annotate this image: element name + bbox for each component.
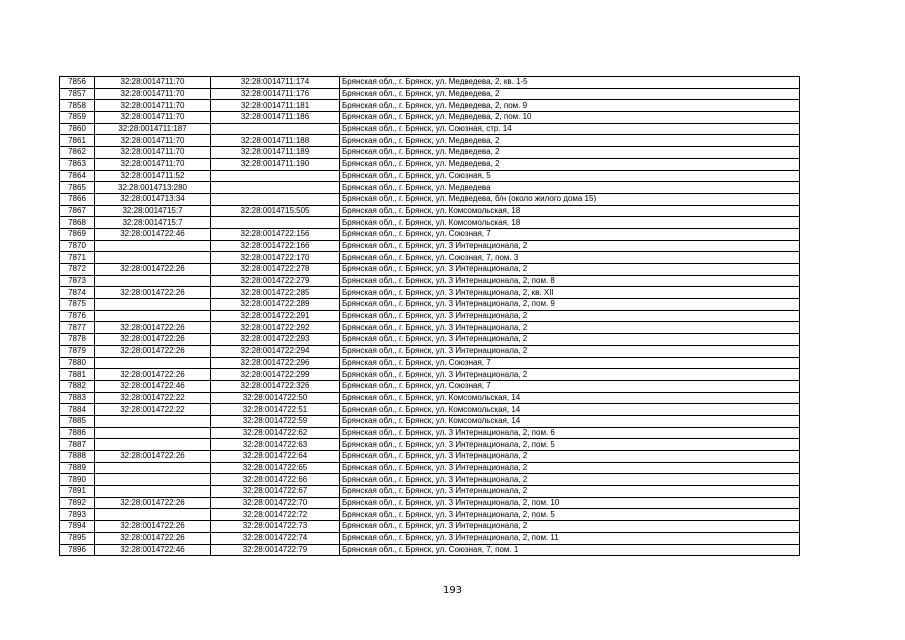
table-row (60, 544, 800, 556)
row-number-cell: 7859 (60, 112, 95, 124)
address-cell: Брянская обл., г. Брянск, ул. Комсомольская, 14 (340, 415, 800, 427)
address-cell: Брянская обл., г. Брянск, ул. 3 Интернационала, 2 (340, 369, 800, 381)
table-row (60, 217, 800, 229)
block-number-cell: 32:28:0014722:46 (95, 228, 211, 240)
table-row (60, 497, 800, 509)
row-number-cell: 7892 (60, 497, 95, 509)
row-number-cell: 7889 (60, 462, 95, 474)
address-cell: Брянская обл., г. Брянск, ул. 3 Интернационала, 2, пом. 5 (340, 439, 800, 451)
cadastral-number-cell: 32:28:0014722:166 (211, 240, 340, 252)
row-number-cell: 7881 (60, 369, 95, 381)
table-row (60, 509, 800, 521)
row-number-cell: 7862 (60, 147, 95, 159)
cadastral-number-cell: 32:28:0014722:278 (211, 264, 340, 276)
block-number-cell: 32:28:0014715:7 (95, 205, 211, 217)
cadastral-number-cell: 32:28:0014722:285 (211, 287, 340, 299)
block-number-cell (95, 486, 211, 498)
cadastral-number-cell (211, 170, 340, 182)
cadastral-number-cell: 32:28:0014722:64 (211, 451, 340, 463)
block-number-cell (95, 299, 211, 311)
table-row (60, 135, 800, 147)
address-cell: Брянская обл., г. Брянск, ул. Союзная, 7 (340, 357, 800, 369)
address-cell: Брянская обл., г. Брянск, ул. 3 Интернационала, 2, пом. 6 (340, 427, 800, 439)
row-number-cell: 7878 (60, 334, 95, 346)
cadastral-number-cell: 32:28:0014711:190 (211, 158, 340, 170)
row-number-cell: 7884 (60, 404, 95, 416)
address-cell: Брянская обл., г. Брянск, ул. 3 Интернационала, 2 (340, 345, 800, 357)
table-row (60, 392, 800, 404)
address-cell: Брянская обл., г. Брянск, ул. Медведева, 2 (340, 158, 800, 170)
cadastral-number-cell: 32:28:0014722:156 (211, 228, 340, 240)
block-number-cell: 32:28:0014722:26 (95, 287, 211, 299)
table-row (60, 462, 800, 474)
cadastral-number-cell: 32:28:0014722:74 (211, 532, 340, 544)
row-number-cell: 7890 (60, 474, 95, 486)
row-number-cell: 7876 (60, 310, 95, 322)
table-row (60, 228, 800, 240)
table-row (60, 112, 800, 124)
row-number-cell: 7871 (60, 252, 95, 264)
address-cell: Брянская обл., г. Брянск, ул. Союзная, 7 (340, 228, 800, 240)
block-number-cell: 32:28:0014722:22 (95, 404, 211, 416)
cadastral-number-cell (211, 123, 340, 135)
table-row (60, 147, 800, 159)
address-cell: Брянская обл., г. Брянск, ул. Комсомольская, 18 (340, 217, 800, 229)
address-cell: Брянская обл., г. Брянск, ул. 3 Интернационала, 2 (340, 451, 800, 463)
address-cell: Брянская обл., г. Брянск, ул. 3 Интернационала, 2, кв. XII (340, 287, 800, 299)
row-number-cell: 7861 (60, 135, 95, 147)
address-cell: Брянская обл., г. Брянск, ул. Медведева, 2 (340, 88, 800, 100)
table-row (60, 100, 800, 112)
cadastral-number-cell: 32:28:0014722:170 (211, 252, 340, 264)
cadastral-number-cell: 32:28:0014722:50 (211, 392, 340, 404)
row-number-cell: 7882 (60, 380, 95, 392)
address-cell: Брянская обл., г. Брянск, ул. Медведева, б/н (около жилого дома 15) (340, 193, 800, 205)
address-cell: Брянская обл., г. Брянск, ул. 3 Интернационала, 2 (340, 240, 800, 252)
cadastral-number-cell: 32:28:0014722:293 (211, 334, 340, 346)
row-number-cell: 7863 (60, 158, 95, 170)
cadastral-number-cell: 32:28:0014722:65 (211, 462, 340, 474)
address-cell: Брянская обл., г. Брянск, ул. 3 Интернационала, 2 (340, 521, 800, 533)
row-number-cell: 7891 (60, 486, 95, 498)
address-cell: Брянская обл., г. Брянск, ул. 3 Интернационала, 2 (340, 474, 800, 486)
block-number-cell: 32:28:0014722:26 (95, 322, 211, 334)
page-number: 193 (442, 585, 463, 596)
row-number-cell: 7857 (60, 88, 95, 100)
row-number-cell: 7869 (60, 228, 95, 240)
block-number-cell: 32:28:0014722:26 (95, 264, 211, 276)
row-number-cell: 7896 (60, 544, 95, 556)
table-row (60, 264, 800, 276)
block-number-cell: 32:28:0014722:26 (95, 451, 211, 463)
table-row (60, 357, 800, 369)
table-row (60, 451, 800, 463)
cadastral-number-cell: 32:28:0014715:505 (211, 205, 340, 217)
table-row (60, 345, 800, 357)
table-row (60, 170, 800, 182)
address-cell: Брянская обл., г. Брянск, ул. Союзная, 5 (340, 170, 800, 182)
table-row (60, 415, 800, 427)
cadastral-number-cell (211, 182, 340, 194)
row-number-cell: 7870 (60, 240, 95, 252)
block-number-cell (95, 240, 211, 252)
cadastral-number-cell: 32:28:0014722:296 (211, 357, 340, 369)
table-row (60, 123, 800, 135)
table-row (60, 287, 800, 299)
row-number-cell: 7887 (60, 439, 95, 451)
table-row (60, 439, 800, 451)
cadastral-number-cell: 32:28:0014711:188 (211, 135, 340, 147)
block-number-cell: 32:28:0014722:26 (95, 532, 211, 544)
address-cell: Брянская обл., г. Брянск, ул. Союзная, 7, пом. 1 (340, 544, 800, 556)
block-number-cell: 32:28:0014711:70 (95, 112, 211, 124)
row-number-cell: 7872 (60, 264, 95, 276)
cadastral-number-cell: 32:28:0014722:299 (211, 369, 340, 381)
block-number-cell (95, 252, 211, 264)
address-cell: Брянская обл., г. Брянск, ул. Медведева, 2 (340, 135, 800, 147)
block-number-cell (95, 415, 211, 427)
table-row (60, 158, 800, 170)
table-row (60, 521, 800, 533)
block-number-cell: 32:28:0014711:52 (95, 170, 211, 182)
row-number-cell: 7893 (60, 509, 95, 521)
cadastral-number-cell: 32:28:0014722:291 (211, 310, 340, 322)
cadastral-number-cell (211, 193, 340, 205)
address-cell: Брянская обл., г. Брянск, ул. 3 Интернационала, 2, пом. 9 (340, 299, 800, 311)
table-row (60, 322, 800, 334)
block-number-cell (95, 357, 211, 369)
address-cell: Брянская обл., г. Брянск, ул. 3 Интернационала, 2 (340, 334, 800, 346)
address-cell: Брянская обл., г. Брянск, ул. Медведева, 2, кв. 1-5 (340, 77, 800, 89)
address-cell: Брянская обл., г. Брянск, ул. Медведева, 2, пом. 9 (340, 100, 800, 112)
address-cell: Брянская обл., г. Брянск, ул. Комсомольская, 14 (340, 392, 800, 404)
property-register-table (59, 76, 800, 556)
table-row (60, 404, 800, 416)
row-number-cell: 7874 (60, 287, 95, 299)
row-number-cell: 7867 (60, 205, 95, 217)
block-number-cell: 32:28:0014722:46 (95, 380, 211, 392)
table-row (60, 205, 800, 217)
address-cell: Брянская обл., г. Брянск, ул. 3 Интернационала, 2, пом. 8 (340, 275, 800, 287)
cadastral-number-cell: 32:28:0014722:326 (211, 380, 340, 392)
block-number-cell: 32:28:0014722:26 (95, 334, 211, 346)
row-number-cell: 7883 (60, 392, 95, 404)
cadastral-number-cell: 32:28:0014711:181 (211, 100, 340, 112)
cadastral-number-cell: 32:28:0014722:73 (211, 521, 340, 533)
table-row (60, 427, 800, 439)
block-number-cell: 32:28:0014722:26 (95, 345, 211, 357)
cadastral-number-cell: 32:28:0014722:79 (211, 544, 340, 556)
cadastral-number-cell: 32:28:0014711:176 (211, 88, 340, 100)
cadastral-number-cell: 32:28:0014722:51 (211, 404, 340, 416)
block-number-cell (95, 310, 211, 322)
row-number-cell: 7885 (60, 415, 95, 427)
row-number-cell: 7858 (60, 100, 95, 112)
block-number-cell: 32:28:0014711:70 (95, 88, 211, 100)
block-number-cell: 32:28:0014711:187 (95, 123, 211, 135)
block-number-cell (95, 439, 211, 451)
cadastral-number-cell: 32:28:0014711:174 (211, 77, 340, 89)
block-number-cell: 32:28:0014713:280 (95, 182, 211, 194)
row-number-cell: 7886 (60, 427, 95, 439)
block-number-cell (95, 427, 211, 439)
table-body (60, 77, 800, 556)
address-cell: Брянская обл., г. Брянск, ул. Медведева (340, 182, 800, 194)
block-number-cell: 32:28:0014711:70 (95, 135, 211, 147)
block-number-cell: 32:28:0014722:26 (95, 369, 211, 381)
row-number-cell: 7865 (60, 182, 95, 194)
row-number-cell: 7864 (60, 170, 95, 182)
cadastral-number-cell: 32:28:0014722:279 (211, 275, 340, 287)
address-cell: Брянская обл., г. Брянск, ул. 3 Интернационала, 2, пом. 11 (340, 532, 800, 544)
cadastral-number-cell: 32:28:0014722:63 (211, 439, 340, 451)
address-cell: Брянская обл., г. Брянск, ул. Союзная, 7 (340, 380, 800, 392)
cadastral-number-cell: 32:28:0014722:292 (211, 322, 340, 334)
cadastral-number-cell: 32:28:0014722:62 (211, 427, 340, 439)
cadastral-number-cell: 32:28:0014722:59 (211, 415, 340, 427)
address-cell: Брянская обл., г. Брянск, ул. Союзная, 7, пом. 3 (340, 252, 800, 264)
cadastral-number-cell: 32:28:0014722:67 (211, 486, 340, 498)
cadastral-number-cell: 32:28:0014722:72 (211, 509, 340, 521)
address-cell: Брянская обл., г. Брянск, ул. 3 Интернационала, 2, пом. 5 (340, 509, 800, 521)
row-number-cell: 7895 (60, 532, 95, 544)
row-number-cell: 7868 (60, 217, 95, 229)
block-number-cell: 32:28:0014711:70 (95, 100, 211, 112)
block-number-cell: 32:28:0014711:70 (95, 77, 211, 89)
cadastral-number-cell: 32:28:0014711:186 (211, 112, 340, 124)
table-row (60, 369, 800, 381)
cadastral-number-cell (211, 217, 340, 229)
address-cell: Брянская обл., г. Брянск, ул. Комсомольская, 14 (340, 404, 800, 416)
address-cell: Брянская обл., г. Брянск, ул. 3 Интернационала, 2 (340, 462, 800, 474)
cadastral-number-cell: 32:28:0014722:66 (211, 474, 340, 486)
row-number-cell: 7877 (60, 322, 95, 334)
block-number-cell (95, 509, 211, 521)
table-row (60, 193, 800, 205)
address-cell: Брянская обл., г. Брянск, ул. 3 Интернационала, 2 (340, 322, 800, 334)
address-cell: Брянская обл., г. Брянск, ул. 3 Интернационала, 2 (340, 310, 800, 322)
row-number-cell: 7866 (60, 193, 95, 205)
table-row (60, 310, 800, 322)
block-number-cell: 32:28:0014722:46 (95, 544, 211, 556)
table-row (60, 275, 800, 287)
block-number-cell: 32:28:0014715:7 (95, 217, 211, 229)
row-number-cell: 7879 (60, 345, 95, 357)
address-cell: Брянская обл., г. Брянск, ул. 3 Интернационала, 2 (340, 486, 800, 498)
table-row (60, 334, 800, 346)
block-number-cell (95, 275, 211, 287)
row-number-cell: 7873 (60, 275, 95, 287)
cadastral-number-cell: 32:28:0014722:289 (211, 299, 340, 311)
block-number-cell (95, 474, 211, 486)
block-number-cell: 32:28:0014711:70 (95, 147, 211, 159)
address-cell: Брянская обл., г. Брянск, ул. Союзная, стр. 14 (340, 123, 800, 135)
table-row (60, 182, 800, 194)
table-row (60, 240, 800, 252)
table-row (60, 88, 800, 100)
table-row (60, 486, 800, 498)
row-number-cell: 7860 (60, 123, 95, 135)
table-row (60, 299, 800, 311)
row-number-cell: 7856 (60, 77, 95, 89)
address-cell: Брянская обл., г. Брянск, ул. 3 Интернационала, 2 (340, 264, 800, 276)
row-number-cell: 7888 (60, 451, 95, 463)
block-number-cell (95, 462, 211, 474)
block-number-cell: 32:28:0014722:26 (95, 497, 211, 509)
block-number-cell: 32:28:0014711:70 (95, 158, 211, 170)
cadastral-number-cell: 32:28:0014722:70 (211, 497, 340, 509)
cadastral-number-cell: 32:28:0014722:294 (211, 345, 340, 357)
table-row (60, 380, 800, 392)
address-cell: Брянская обл., г. Брянск, ул. Комсомольская, 18 (340, 205, 800, 217)
cadastral-number-cell: 32:28:0014711:189 (211, 147, 340, 159)
table-row (60, 474, 800, 486)
row-number-cell: 7875 (60, 299, 95, 311)
address-cell: Брянская обл., г. Брянск, ул. 3 Интернационала, 2, пом. 10 (340, 497, 800, 509)
table-row (60, 532, 800, 544)
row-number-cell: 7894 (60, 521, 95, 533)
address-cell: Брянская обл., г. Брянск, ул. Медведева, 2, пом. 10 (340, 112, 800, 124)
row-number-cell: 7880 (60, 357, 95, 369)
table-row (60, 77, 800, 89)
address-cell: Брянская обл., г. Брянск, ул. Медведева, 2 (340, 147, 800, 159)
table-row (60, 252, 800, 264)
block-number-cell: 32:28:0014722:22 (95, 392, 211, 404)
block-number-cell: 32:28:0014713:34 (95, 193, 211, 205)
block-number-cell: 32:28:0014722:26 (95, 521, 211, 533)
